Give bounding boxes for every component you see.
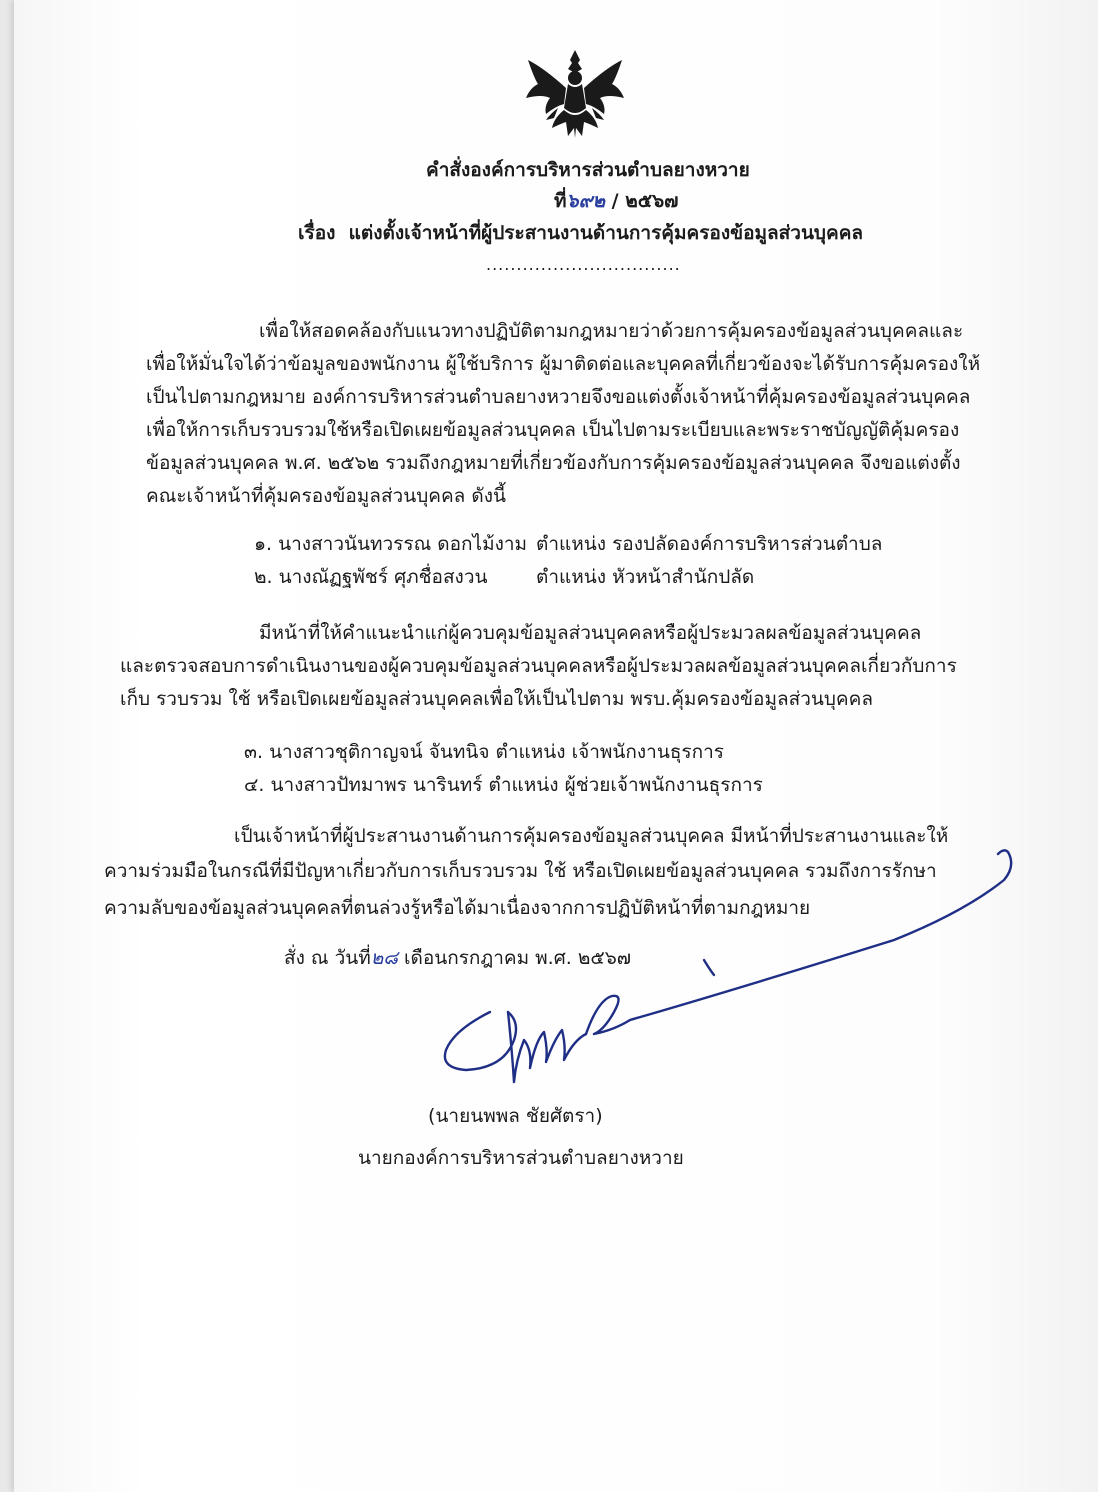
paragraph-3-line: ความร่วมมือในกรณีที่มีปัญหาเกี่ยวกับการเก็บรวบรวม ใช้ หรือเปิดเผยข้อมูลส่วนบุคคล รวมถึงการรักษา	[104, 860, 937, 882]
officer-1-position: ตำแหน่ง รองปลัดองค์การบริหารส่วนตำบล	[536, 533, 883, 555]
subject-label: เรื่อง	[298, 222, 336, 244]
paragraph-1-line: เพื่อให้มั่นใจได้ว่าข้อมูลของพนักงาน ผู้ใช้บริการ ผู้มาติดต่อและบุคคลที่เกี่ยวข้องจะได้รับการคุ้มครองให้	[146, 353, 981, 375]
officer-4: ๔. นางสาวปัทมาพร นารินทร์ ตำแหน่ง ผู้ช่วยเจ้าพนักงานธุรการ	[244, 774, 763, 796]
paragraph-1-line: เพื่อให้สอดคล้องกับแนวทางปฏิบัติตามกฎหมายว่าด้วยการคุ้มครองข้อมูลส่วนบุคคลและ	[259, 320, 964, 342]
officer-3: ๓. นางสาวชุติกาญจน์ จันทนิจ ตำแหน่ง เจ้าพนักงานธุรการ	[244, 741, 725, 763]
order-date-prefix: สั่ง ณ วันที่	[284, 947, 371, 969]
paragraph-1-line: คณะเจ้าหน้าที่คุ้มครองข้อมูลส่วนบุคคล ดังนี้	[146, 485, 506, 507]
signatory-title: นายกองค์การบริหารส่วนตำบลยางหวาย	[358, 1147, 684, 1169]
paragraph-2-line: มีหน้าที่ให้คำแนะนำแก่ผู้ควบคุมข้อมูลส่วนบุคคลหรือผู้ประมวลผลข้อมูลส่วนบุคคล	[259, 622, 922, 644]
paragraph-1-line: ข้อมูลส่วนบุคคล พ.ศ. ๒๕๖๒ รวมถึงกฎหมายที่เกี่ยวข้องกับการคุ้มครองข้อมูลส่วนบุคคล จึงขอแต่งตั้ง	[146, 452, 961, 474]
document-page	[14, 0, 1098, 1492]
handwritten-signature	[14, 0, 1098, 1492]
order-title: คำสั่งองค์การบริหารส่วนตำบลยางหวาย	[426, 159, 750, 181]
order-date-rest: เดือนกรกฎาคม พ.ศ. ๒๕๖๗	[397, 947, 632, 969]
paragraph-3-line: เป็นเจ้าหน้าที่ผู้ประสานงานด้านการคุ้มครองข้อมูลส่วนบุคคล มีหน้าที่ประสานงานและให้	[234, 825, 949, 847]
header-divider: ................................	[486, 255, 681, 274]
officer-2-name: ๒. นางณัฏฐพัชร์ ศุภชื่อสงวน	[254, 566, 488, 588]
order-number-prefix: ที่	[554, 190, 567, 212]
paragraph-1-line: เป็นไปตามกฎหมาย องค์การบริหารส่วนตำบลยางหวายจึงขอแต่งตั้งเจ้าหน้าที่คุ้มครองข้อมูลส่วนบุคคล	[146, 386, 971, 408]
officer-2-position: ตำแหน่ง หัวหน้าสำนักปลัด	[536, 566, 755, 588]
order-date-day-handwritten: ๒๘	[370, 947, 398, 969]
paragraph-3-line: ความลับของข้อมูลส่วนบุคคลที่ตนล่วงรู้หรือได้มาเนื่องจากการปฏิบัติหน้าที่ตามกฎหมาย	[104, 897, 811, 919]
paragraph-2-line: และตรวจสอบการดำเนินงานของผู้ควบคุมข้อมูลส่วนบุคคลหรือผู้ประมวลผลข้อมูลส่วนบุคคลเกี่ยวกับการ	[120, 655, 957, 677]
subject-text: แต่งตั้งเจ้าหน้าที่ผู้ประสานงานด้านการคุ้มครองข้อมูลส่วนบุคคล	[348, 222, 864, 244]
officer-1-name: ๑. นางสาวนันทวรรณ ดอกไม้งาม	[254, 533, 528, 555]
order-number-suffix: / ๒๕๖๗	[605, 190, 679, 212]
paragraph-2-line: เก็บ รวบรวม ใช้ หรือเปิดเผยข้อมูลส่วนบุคคลเพื่อให้เป็นไปตาม พรบ.คุ้มครองข้อมูลส่วนบุคคล	[120, 688, 873, 710]
signatory-name: (นายนพพล ชัยศัตรา)	[428, 1105, 603, 1127]
order-number-handwritten: ๖๙๒	[566, 190, 606, 212]
paragraph-1-line: เพื่อให้การเก็บรวบรวมใช้หรือเปิดเผยข้อมูลส่วนบุคคล เป็นไปตามระเบียบและพระราชบัญญัติคุ้มครอง	[146, 419, 960, 441]
